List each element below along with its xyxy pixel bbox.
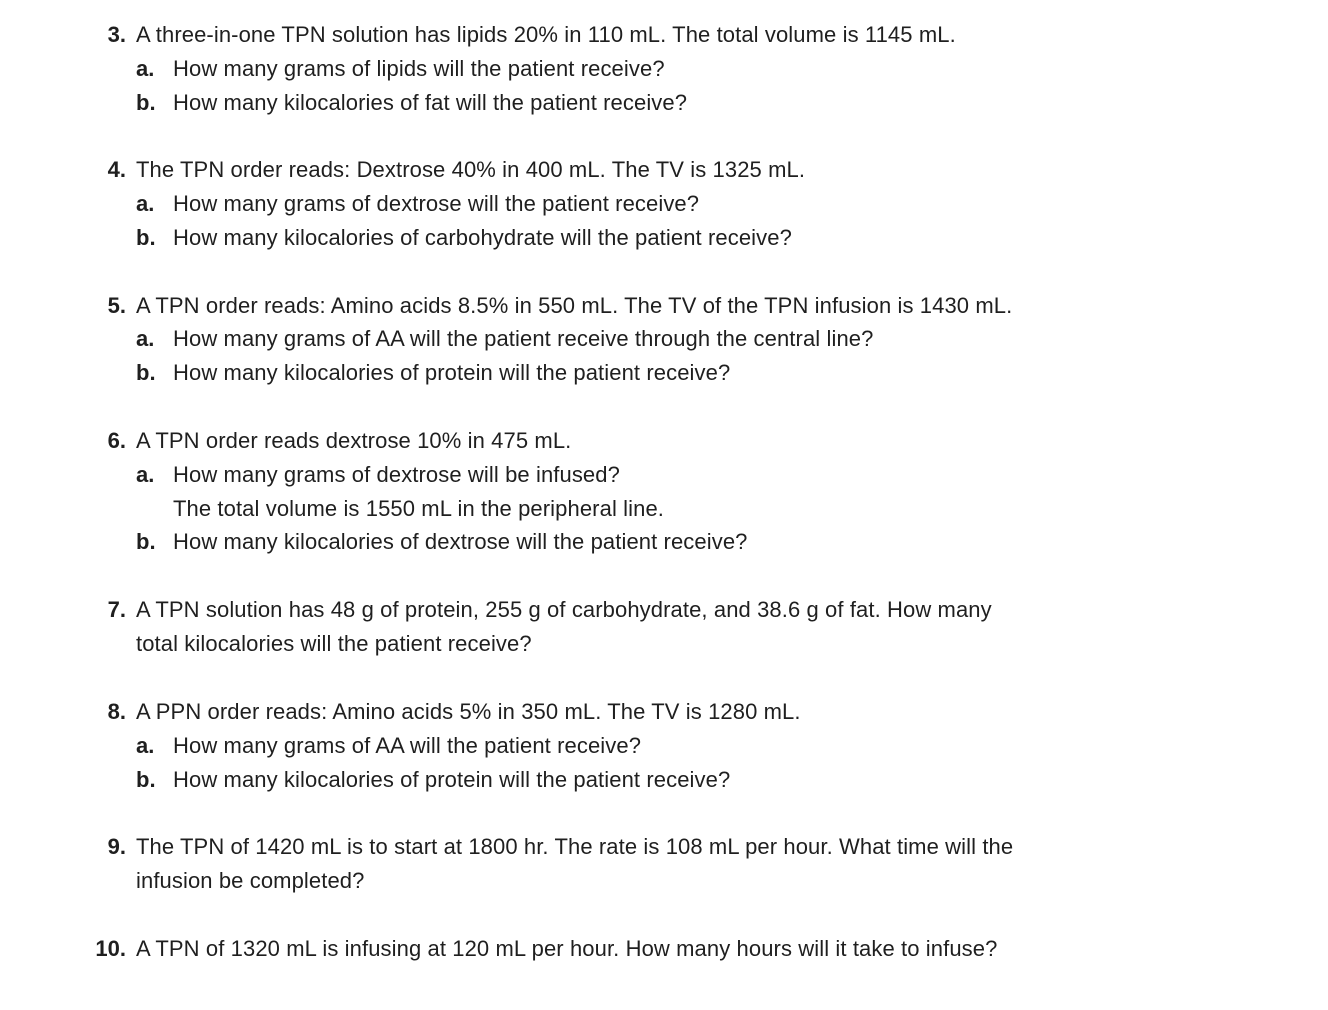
part-letter: b.	[136, 767, 156, 792]
part-letter: a.	[136, 462, 155, 487]
part-text: How many kilocalories of fat will the patient receive?	[173, 90, 688, 115]
problem-stem: total kilocalories will the patient receive?	[136, 631, 532, 656]
part-letter: a.	[136, 733, 155, 758]
part-letter: a.	[136, 326, 155, 351]
problem-number: 4.	[107, 157, 126, 182]
problem-stem: A TPN solution has 48 g of protein, 255 g of carbohydrate, and 38.6 g of fat. How many	[136, 597, 992, 622]
problem-stem: The TPN of 1420 mL is to start at 1800 hr. The rate is 108 mL per hour. What time will the	[136, 834, 1014, 859]
problem-number: 3.	[107, 22, 126, 47]
problem-stem: A TPN of 1320 mL is infusing at 120 mL per hour. How many hours will it take to infuse?	[136, 936, 998, 961]
part-text: How many kilocalories of carbohydrate will the patient receive?	[173, 225, 792, 250]
part-letter: b.	[136, 90, 156, 115]
part-text: How many kilocalories of protein will the patient receive?	[173, 767, 731, 792]
problem-number: 8.	[107, 699, 126, 724]
problem-stem: A TPN order reads dextrose 10% in 475 mL.	[136, 428, 572, 453]
part-text: How many grams of AA will the patient receive?	[173, 733, 642, 758]
part-text: How many kilocalories of dextrose will the patient receive?	[173, 529, 748, 554]
problem-stem: A TPN order reads: Amino acids 8.5% in 550 mL. The TV of the TPN infusion is 1430 mL.	[136, 293, 1013, 318]
part-text: How many grams of AA will the patient receive through the central line?	[173, 326, 874, 351]
problem-number: 9.	[107, 834, 126, 859]
problem-stem: infusion be completed?	[136, 868, 365, 893]
problem-number: 10.	[95, 936, 126, 961]
part-text: How many grams of dextrose will be infused?	[173, 462, 620, 487]
problem-stem: The TPN order reads: Dextrose 40% in 400 mL. The TV is 1325 mL.	[136, 157, 806, 182]
problem-number: 6.	[107, 428, 126, 453]
part-letter: b.	[136, 360, 156, 385]
part-letter: b.	[136, 529, 156, 554]
part-text: How many kilocalories of protein will the patient receive?	[173, 360, 731, 385]
part-text: How many grams of dextrose will the patient receive?	[173, 191, 700, 216]
part-text: How many grams of lipids will the patient receive?	[173, 56, 665, 81]
problem-stem: A three-in-one TPN solution has lipids 20% in 110 mL. The total volume is 1145 mL.	[136, 22, 956, 47]
part-note: The total volume is 1550 mL in the peripheral line.	[173, 496, 665, 521]
problem-number: 5.	[107, 293, 126, 318]
part-letter: a.	[136, 191, 155, 216]
part-letter: b.	[136, 225, 156, 250]
problem-stem: A PPN order reads: Amino acids 5% in 350 mL. The TV is 1280 mL.	[136, 699, 801, 724]
part-letter: a.	[136, 56, 155, 81]
problem-number: 7.	[107, 597, 126, 622]
